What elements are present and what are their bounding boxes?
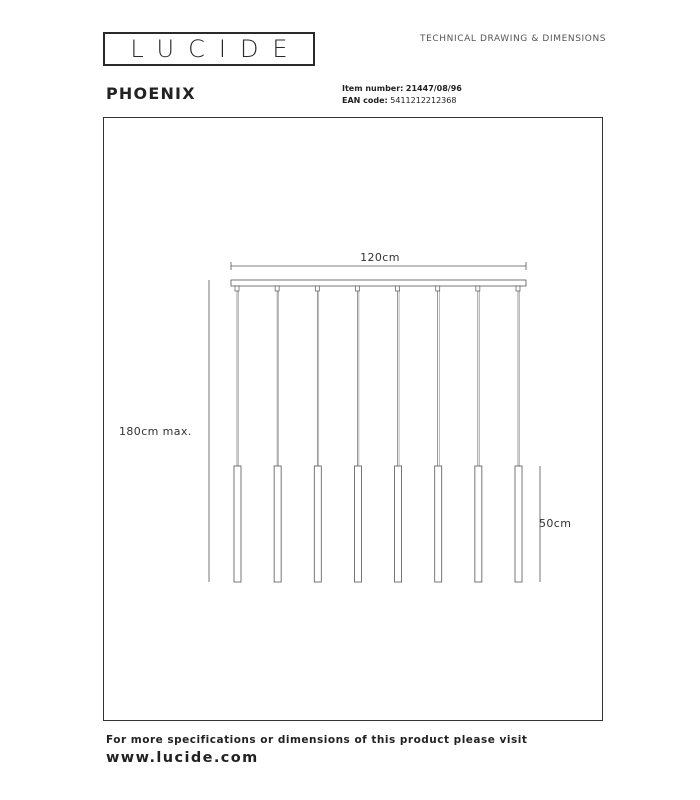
pendant-mount <box>355 286 359 291</box>
pendant-shade <box>314 466 321 582</box>
pendant-shade <box>435 466 442 582</box>
ean-value: 5411212212368 <box>390 96 457 105</box>
pendant-shade <box>234 466 241 582</box>
pendant-mount <box>516 286 520 291</box>
pendant-shade <box>274 466 281 582</box>
logo-text: LUCIDE <box>130 35 302 63</box>
canopy-bar <box>231 280 526 286</box>
website-link[interactable]: www.lucide.com <box>106 750 259 766</box>
ean-label: EAN code: <box>342 96 388 105</box>
pendant-shade <box>395 466 402 582</box>
item-number-value: 21447/08/96 <box>405 84 462 93</box>
pendant-mount <box>476 286 480 291</box>
pendant-shade <box>515 466 522 582</box>
section-title: TECHNICAL DRAWING & DIMENSIONS <box>420 34 607 44</box>
pendant-mount <box>396 286 400 291</box>
pendant-mount <box>275 286 279 291</box>
pendant-group <box>234 286 522 582</box>
item-number-label: Item number: <box>342 84 404 93</box>
footer-text: For more specifications or dimensions of this product please visit <box>106 734 528 746</box>
product-name: PHOENIX <box>106 84 196 103</box>
shade-label: 50cm <box>539 517 572 530</box>
height-label: 180cm max. <box>119 425 192 438</box>
pendant-mount <box>315 286 319 291</box>
pendant-shade <box>475 466 482 582</box>
pendant-shade <box>354 466 361 582</box>
width-label: 120cm <box>360 251 400 264</box>
pendant-mount <box>235 286 239 291</box>
pendant-mount <box>436 286 440 291</box>
